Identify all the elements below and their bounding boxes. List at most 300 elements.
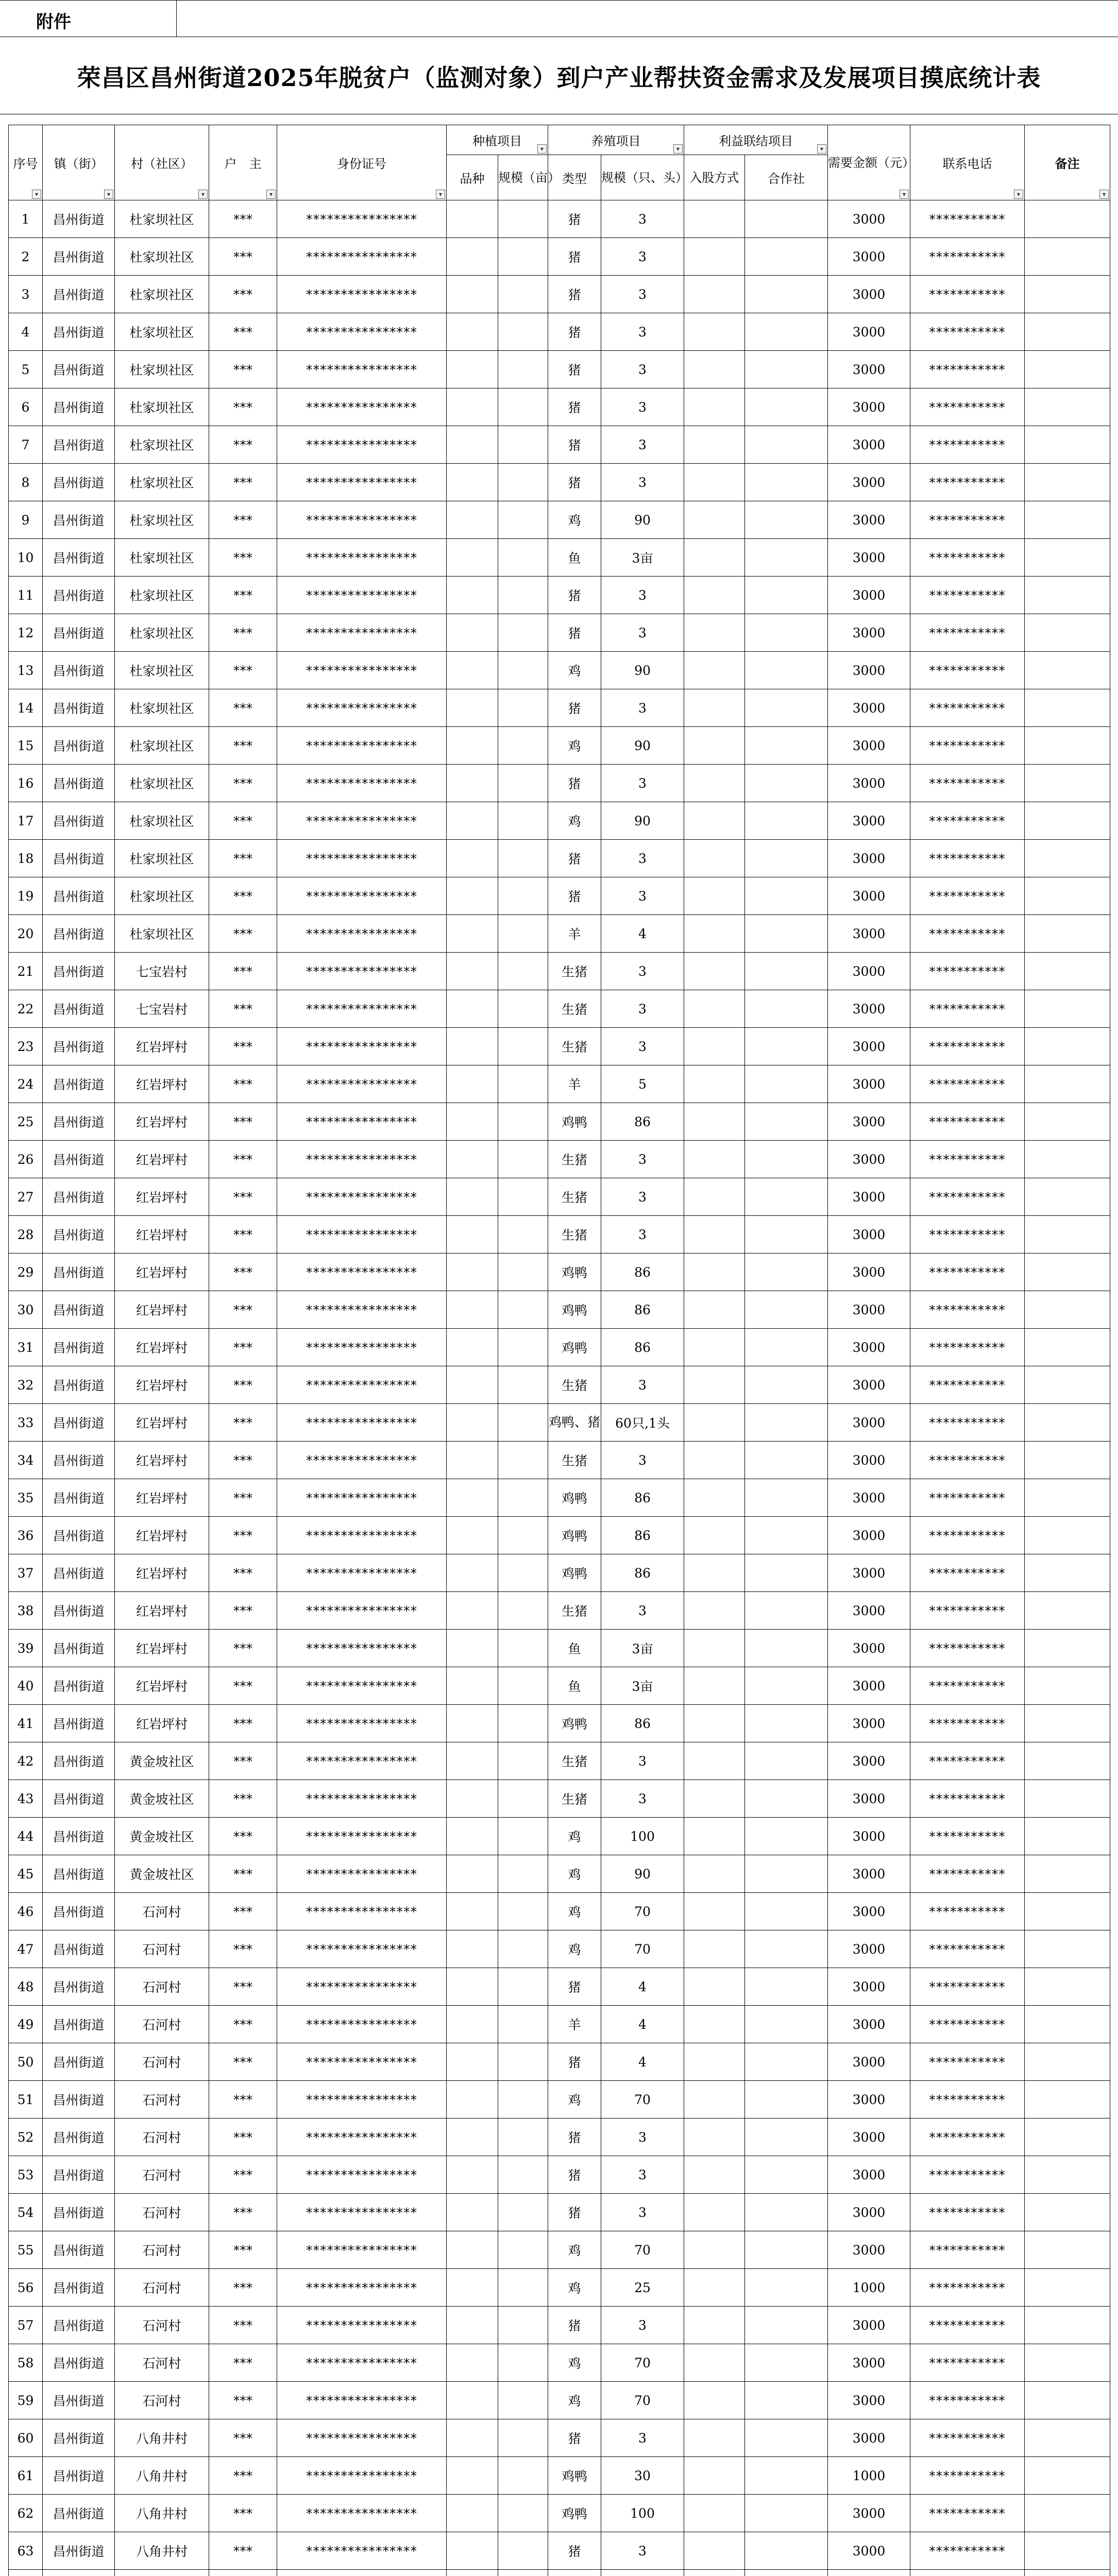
cell-planting-variety [447, 1517, 498, 1554]
cell-amount: 3000 [828, 501, 910, 539]
cell-town: 昌州街道 [43, 953, 115, 990]
cell-household: *** [209, 1442, 277, 1479]
cell-village: 杜家坝社区 [115, 577, 209, 614]
cell-household: *** [209, 276, 277, 313]
cell-village: 杜家坝社区 [115, 276, 209, 313]
cell-remarks [1025, 426, 1110, 464]
cell-town: 昌州街道 [43, 2043, 115, 2081]
table-row [9, 802, 1110, 840]
cell-town: 昌州街道 [43, 1930, 115, 1968]
cell-benefit-method [684, 2194, 745, 2231]
cell-household: *** [209, 2532, 277, 2570]
cell-phone: *********** [910, 313, 1025, 351]
cell-benefit-coop [745, 877, 828, 915]
cell-phone: *********** [910, 990, 1025, 1028]
table-row [9, 276, 1110, 313]
cell-village: 石河村 [115, 2043, 209, 2081]
cell-seq: 40 [9, 1667, 43, 1705]
cell-benefit-coop [745, 765, 828, 802]
cell-amount: 3000 [828, 2081, 910, 2119]
cell-remarks [1025, 2532, 1110, 2570]
cell-planting-variety [447, 501, 498, 539]
col-amount-header[interactable]: 需要金额（元） ▾ [828, 125, 910, 200]
cell-id-number: **************** [277, 426, 447, 464]
table-row [9, 1178, 1110, 1216]
filter-dropdown-icon[interactable]: ▾ [266, 190, 276, 199]
cell-remarks [1025, 2119, 1110, 2156]
cell-village: 杜家坝社区 [115, 915, 209, 953]
cell-benefit-coop [745, 802, 828, 840]
cell-planting-scale [498, 2119, 548, 2156]
cell-household: *** [209, 2307, 277, 2344]
cell-town: 昌州街道 [43, 2269, 115, 2307]
cell-id-number: **************** [277, 2194, 447, 2231]
cell-seq: 15 [9, 727, 43, 765]
cell-planting-variety [447, 953, 498, 990]
cell-planting-scale [498, 1630, 548, 1667]
cell-breeding-scale: 4 [601, 1968, 684, 2006]
cell-planting-scale [498, 652, 548, 689]
cell-seq: 13 [9, 652, 43, 689]
cell-seq: 3 [9, 276, 43, 313]
cell-amount: 3000 [828, 1178, 910, 1216]
table-row [9, 1705, 1110, 1742]
cell-amount: 3000 [828, 652, 910, 689]
cell-phone: *********** [910, 2231, 1025, 2269]
cell-town: 昌州街道 [43, 1517, 115, 1554]
col-phone-header[interactable]: 联系电话 ▾ [910, 125, 1025, 200]
cell-household: *** [209, 1253, 277, 1291]
cell-seq: 1 [9, 200, 43, 238]
cell-village: 杜家坝社区 [115, 388, 209, 426]
cell-breeding-scale: 86 [601, 1291, 684, 1329]
cell-amount: 3000 [828, 2156, 910, 2194]
col-household-header[interactable]: 户 主 ▾ [209, 125, 277, 200]
cell-breeding-scale: 70 [601, 2081, 684, 2119]
cell-benefit-method [684, 802, 745, 840]
table-row [9, 1592, 1110, 1630]
cell-seq: 2 [9, 238, 43, 276]
table-row [9, 238, 1110, 276]
cell-planting-scale [498, 276, 548, 313]
cell-amount: 3000 [828, 577, 910, 614]
cell-id-number: **************** [277, 1366, 447, 1404]
cell-remarks [1025, 1178, 1110, 1216]
cell-phone: *********** [910, 2307, 1025, 2344]
filter-dropdown-icon[interactable]: ▾ [32, 190, 41, 199]
cell-seq: 12 [9, 614, 43, 652]
cell-town: 昌州街道 [43, 2495, 115, 2532]
cell-household: *** [209, 577, 277, 614]
cell-planting-variety [447, 990, 498, 1028]
table-row [9, 765, 1110, 802]
cell-id-number: **************** [277, 1818, 447, 1855]
cell-breeding-type: 生猪 [548, 953, 601, 990]
cell-phone: *********** [910, 426, 1025, 464]
cell-benefit-coop [745, 953, 828, 990]
cell-seq: 60 [9, 2419, 43, 2457]
cell-benefit-method [684, 2307, 745, 2344]
cell-phone: *********** [910, 1855, 1025, 1893]
cell-benefit-coop [745, 577, 828, 614]
cell-planting-variety [447, 1742, 498, 1780]
cell-remarks [1025, 501, 1110, 539]
cell-planting-scale [498, 1442, 548, 1479]
cell-planting-variety [447, 1291, 498, 1329]
cell-remarks [1025, 953, 1110, 990]
cell-id-number: **************** [277, 577, 447, 614]
cell-town: 昌州街道 [43, 1780, 115, 1818]
cell-breeding-scale: 3 [601, 238, 684, 276]
cell-planting-scale [498, 388, 548, 426]
col-id-header[interactable]: 身份证号 ▾ [277, 125, 447, 200]
cell-breeding-type: 鸡鸭 [548, 1253, 601, 1291]
cell-remarks [1025, 577, 1110, 614]
cell-benefit-method [684, 276, 745, 313]
cell-amount: 3000 [828, 2344, 910, 2382]
cell-benefit-coop [745, 276, 828, 313]
table-row [9, 1366, 1110, 1404]
cell-planting-scale [498, 1554, 548, 1592]
cell-phone: *********** [910, 577, 1025, 614]
cell-remarks [1025, 2307, 1110, 2344]
filter-dropdown-icon[interactable]: ▾ [104, 190, 113, 199]
cell-planting-scale [498, 1818, 548, 1855]
cell-benefit-method [684, 1103, 745, 1141]
filter-dropdown-icon[interactable]: ▾ [1099, 190, 1109, 199]
cell-remarks [1025, 539, 1110, 577]
cell-benefit-coop [745, 1028, 828, 1065]
cell-seq: 19 [9, 877, 43, 915]
cell-breeding-type: 猪 [548, 238, 601, 276]
cell-village: 黄金坡社区 [115, 1818, 209, 1855]
cell-phone: *********** [910, 200, 1025, 238]
cell-seq: 32 [9, 1366, 43, 1404]
cell-breeding-type: 生猪 [548, 1780, 601, 1818]
cell-planting-scale [498, 1178, 548, 1216]
filter-dropdown-icon[interactable]: ▾ [673, 144, 683, 154]
cell-breeding-scale: 3 [601, 1216, 684, 1253]
cell-household: *** [209, 1291, 277, 1329]
cell-benefit-coop [745, 351, 828, 388]
cell-benefit-coop [745, 388, 828, 426]
cell-household: *** [209, 2156, 277, 2194]
cell-planting-scale [498, 2495, 548, 2532]
cell-breeding-type: 猪 [548, 313, 601, 351]
filter-dropdown-icon[interactable]: ▾ [198, 190, 208, 199]
cell-phone: *********** [910, 2119, 1025, 2156]
cell-benefit-method [684, 1442, 745, 1479]
cell-planting-scale [498, 2532, 548, 2570]
cell-benefit-coop [745, 464, 828, 501]
cell-breeding-type: 猪 [548, 2419, 601, 2457]
cell-phone: *********** [910, 2269, 1025, 2307]
cell-household: *** [209, 1855, 277, 1893]
filter-dropdown-icon[interactable]: ▾ [900, 190, 909, 199]
cell-planting-variety [447, 313, 498, 351]
cell-phone: *********** [910, 388, 1025, 426]
cell-amount: 3000 [828, 1780, 910, 1818]
cell-amount: 3000 [828, 426, 910, 464]
cell-benefit-method [684, 2457, 745, 2495]
cell-planting-scale [498, 802, 548, 840]
cell-planting-scale [498, 200, 548, 238]
planting-group-header[interactable]: 种植项目 ▾ [447, 125, 548, 155]
cell-breeding-type: 鸡 [548, 652, 601, 689]
cell-amount: 3000 [828, 614, 910, 652]
cell-amount: 3000 [828, 2043, 910, 2081]
filter-dropdown-icon[interactable]: ▾ [436, 190, 445, 199]
cell-breeding-scale: 3 [601, 1780, 684, 1818]
cell-seq: 58 [9, 2344, 43, 2382]
cell-town: 昌州街道 [43, 577, 115, 614]
cell-household: *** [209, 652, 277, 689]
cell-town: 昌州街道 [43, 1404, 115, 1442]
cell-benefit-method [684, 727, 745, 765]
table-row [9, 652, 1110, 689]
cell-seq: 8 [9, 464, 43, 501]
cell-phone: *********** [910, 1442, 1025, 1479]
cell-planting-variety [447, 2119, 498, 2156]
cell-town: 昌州街道 [43, 2532, 115, 2570]
cell-breeding-type: 鸡 [548, 501, 601, 539]
cell-remarks [1025, 765, 1110, 802]
cell-id-number: **************** [277, 464, 447, 501]
cell-benefit-coop [745, 1517, 828, 1554]
cell-benefit-coop [745, 2231, 828, 2269]
cell-village: 石河村 [115, 2081, 209, 2119]
cell-planting-scale [498, 1329, 548, 1366]
cell-remarks [1025, 1065, 1110, 1103]
cell-amount: 3000 [828, 2307, 910, 2344]
cell-breeding-type: 鱼 [548, 1630, 601, 1667]
cell-amount: 3000 [828, 2119, 910, 2156]
cell-breeding-scale: 70 [601, 2382, 684, 2419]
cell-phone: *********** [910, 2081, 1025, 2119]
cell-id-number: **************** [277, 2081, 447, 2119]
cell-breeding-type: 猪 [548, 1968, 601, 2006]
cell-breeding-type: 羊 [548, 2006, 601, 2043]
cell-household: *** [209, 2269, 277, 2307]
breeding-group-header[interactable]: 养殖项目 ▾ [548, 125, 684, 155]
cell-planting-variety [447, 2495, 498, 2532]
cell-id-number: **************** [277, 652, 447, 689]
cell-planting-scale [498, 1855, 548, 1893]
cell-village: 杜家坝社区 [115, 802, 209, 840]
cell-planting-variety [447, 1178, 498, 1216]
cell-benefit-coop [745, 1667, 828, 1705]
cell-benefit-method [684, 1065, 745, 1103]
cell-seq: 17 [9, 802, 43, 840]
cell-planting-variety [447, 2231, 498, 2269]
cell-phone: *********** [910, 652, 1025, 689]
cell-benefit-coop [745, 840, 828, 877]
cell-remarks [1025, 1404, 1110, 1442]
cell-remarks [1025, 313, 1110, 351]
cell-amount: 3000 [828, 1366, 910, 1404]
col-planting-scale-header: 规模（亩） [498, 155, 548, 200]
filter-dropdown-icon[interactable]: ▾ [1014, 190, 1023, 199]
cell-remarks [1025, 2081, 1110, 2119]
cell-planting-variety [447, 915, 498, 953]
cell-seq: 57 [9, 2307, 43, 2344]
table-row [9, 2495, 1110, 2532]
cell-amount: 1000 [828, 2457, 910, 2495]
cell-seq: 21 [9, 953, 43, 990]
cell-id-number: **************** [277, 1630, 447, 1667]
cell-town: 昌州街道 [43, 1329, 115, 1366]
filter-dropdown-icon[interactable]: ▾ [537, 144, 547, 154]
cell-seq: 62 [9, 2495, 43, 2532]
cell-breeding-type: 鸡 [548, 1893, 601, 1930]
cell-breeding-scale: 4 [601, 2043, 684, 2081]
table-row [9, 1818, 1110, 1855]
table-row [9, 840, 1110, 877]
cell-benefit-coop [745, 539, 828, 577]
cell-breeding-type: 猪 [548, 276, 601, 313]
table-row [9, 915, 1110, 953]
document-header [0, 0, 1118, 114]
cell-amount: 3000 [828, 539, 910, 577]
cell-seq: 27 [9, 1178, 43, 1216]
cell-amount: 3000 [828, 1404, 910, 1442]
cell-village: 石河村 [115, 1930, 209, 1968]
cell-amount: 3000 [828, 990, 910, 1028]
cell-town [43, 2570, 115, 2576]
col-seq-header[interactable]: 序号 ▾ [9, 125, 43, 200]
benefit-group-header[interactable]: 利益联结项目 ▾ [684, 125, 828, 155]
cell-remarks [1025, 802, 1110, 840]
cell-benefit-coop [745, 1855, 828, 1893]
cell-phone: *********** [910, 238, 1025, 276]
cell-id-number: **************** [277, 877, 447, 915]
cell-breeding-scale: 5 [601, 1065, 684, 1103]
cell-household: *** [209, 1742, 277, 1780]
cell-benefit-method [684, 990, 745, 1028]
cell-benefit-method [684, 689, 745, 727]
cell-village: 八角井村 [115, 2495, 209, 2532]
cell-id-number: **************** [277, 238, 447, 276]
cell-benefit-method [684, 2532, 745, 2570]
cell-village: 黄金坡社区 [115, 1742, 209, 1780]
cell-benefit-coop [745, 1554, 828, 1592]
cell-planting-scale [498, 2081, 548, 2119]
table-row [9, 1517, 1110, 1554]
cell-benefit-coop [745, 614, 828, 652]
cell-breeding-type: 鸡鸭 [548, 1291, 601, 1329]
cell-id-number: **************** [277, 1479, 447, 1517]
cell-remarks [1025, 2344, 1110, 2382]
cell-remarks [1025, 351, 1110, 388]
cell-benefit-method [684, 2156, 745, 2194]
cell-village: 石河村 [115, 2194, 209, 2231]
cell-breeding-type: 生猪 [548, 1442, 601, 1479]
cell-phone: *********** [910, 539, 1025, 577]
cell-breeding-type: 鸡鸭 [548, 1479, 601, 1517]
cell-phone: *********** [910, 1705, 1025, 1742]
cell-village: 红岩坪村 [115, 1329, 209, 1366]
cell-household: *** [209, 1479, 277, 1517]
cell-benefit-coop [745, 2043, 828, 2081]
cell-amount: 3000 [828, 802, 910, 840]
cell-breeding-type: 生猪 [548, 1366, 601, 1404]
table-row [9, 2269, 1110, 2307]
cell-planting-variety [447, 1592, 498, 1630]
table-row [9, 2344, 1110, 2382]
cell-planting-variety [447, 464, 498, 501]
cell-village: 红岩坪村 [115, 1216, 209, 1253]
cell-phone: *********** [910, 2194, 1025, 2231]
cell-id-number: **************** [277, 727, 447, 765]
cell-breeding-scale: 3 [601, 765, 684, 802]
col-town-header[interactable]: 镇（街） ▾ [43, 125, 115, 200]
cell-benefit-method [684, 1253, 745, 1291]
cell-benefit-coop [745, 1141, 828, 1178]
cell-amount: 3000 [828, 1479, 910, 1517]
cell-benefit-method [684, 2495, 745, 2532]
cell-benefit-coop [745, 1404, 828, 1442]
cell-id-number: **************** [277, 2231, 447, 2269]
cell-breeding-type: 猪 [548, 877, 601, 915]
cell-planting-variety [447, 840, 498, 877]
cell-village: 杜家坝社区 [115, 765, 209, 802]
cell-breeding-type: 猪 [548, 200, 601, 238]
cell-id-number: **************** [277, 1780, 447, 1818]
cell-breeding-type: 羊 [548, 915, 601, 953]
cell-phone: *********** [910, 2156, 1025, 2194]
cell-village: 红岩坪村 [115, 1705, 209, 1742]
cell-id-number: **************** [277, 765, 447, 802]
cell-household: *** [209, 200, 277, 238]
cell-village: 杜家坝社区 [115, 652, 209, 689]
cell-planting-variety [447, 1893, 498, 1930]
cell-town: 昌州街道 [43, 2194, 115, 2231]
cell-benefit-method [684, 464, 745, 501]
table-row [9, 1930, 1110, 1968]
cell-planting-variety [447, 1705, 498, 1742]
filter-dropdown-icon[interactable]: ▾ [817, 144, 826, 154]
cell-breeding-type: 鸡鸭 [548, 2457, 601, 2495]
cell-amount: 3000 [828, 1028, 910, 1065]
cell-breeding-type: 猪 [548, 2194, 601, 2231]
cell-benefit-coop [745, 238, 828, 276]
cell-planting-scale [498, 765, 548, 802]
cell-town: 昌州街道 [43, 877, 115, 915]
cell-seq: 26 [9, 1141, 43, 1178]
cell-village: 杜家坝社区 [115, 877, 209, 915]
table-row [9, 990, 1110, 1028]
cell-benefit-coop [745, 652, 828, 689]
col-remarks-header[interactable]: 备注 ▾ [1025, 125, 1110, 200]
cell-town: 昌州街道 [43, 2457, 115, 2495]
cell-phone: *********** [910, 953, 1025, 990]
cell-planting-scale [498, 1479, 548, 1517]
cell-town: 昌州街道 [43, 727, 115, 765]
cell-village: 红岩坪村 [115, 1028, 209, 1065]
cell-benefit-method [684, 388, 745, 426]
cell-village: 杜家坝社区 [115, 501, 209, 539]
col-village-header[interactable]: 村（社区） ▾ [115, 125, 209, 200]
cell-breeding-type [548, 2570, 601, 2576]
cell-village: 石河村 [115, 2156, 209, 2194]
cell-planting-scale [498, 614, 548, 652]
table-row [9, 1479, 1110, 1517]
cell-village: 石河村 [115, 2344, 209, 2382]
cell-seq: 55 [9, 2231, 43, 2269]
cell-remarks [1025, 464, 1110, 501]
cell-amount: 3000 [828, 1592, 910, 1630]
cell-benefit-method [684, 2119, 745, 2156]
